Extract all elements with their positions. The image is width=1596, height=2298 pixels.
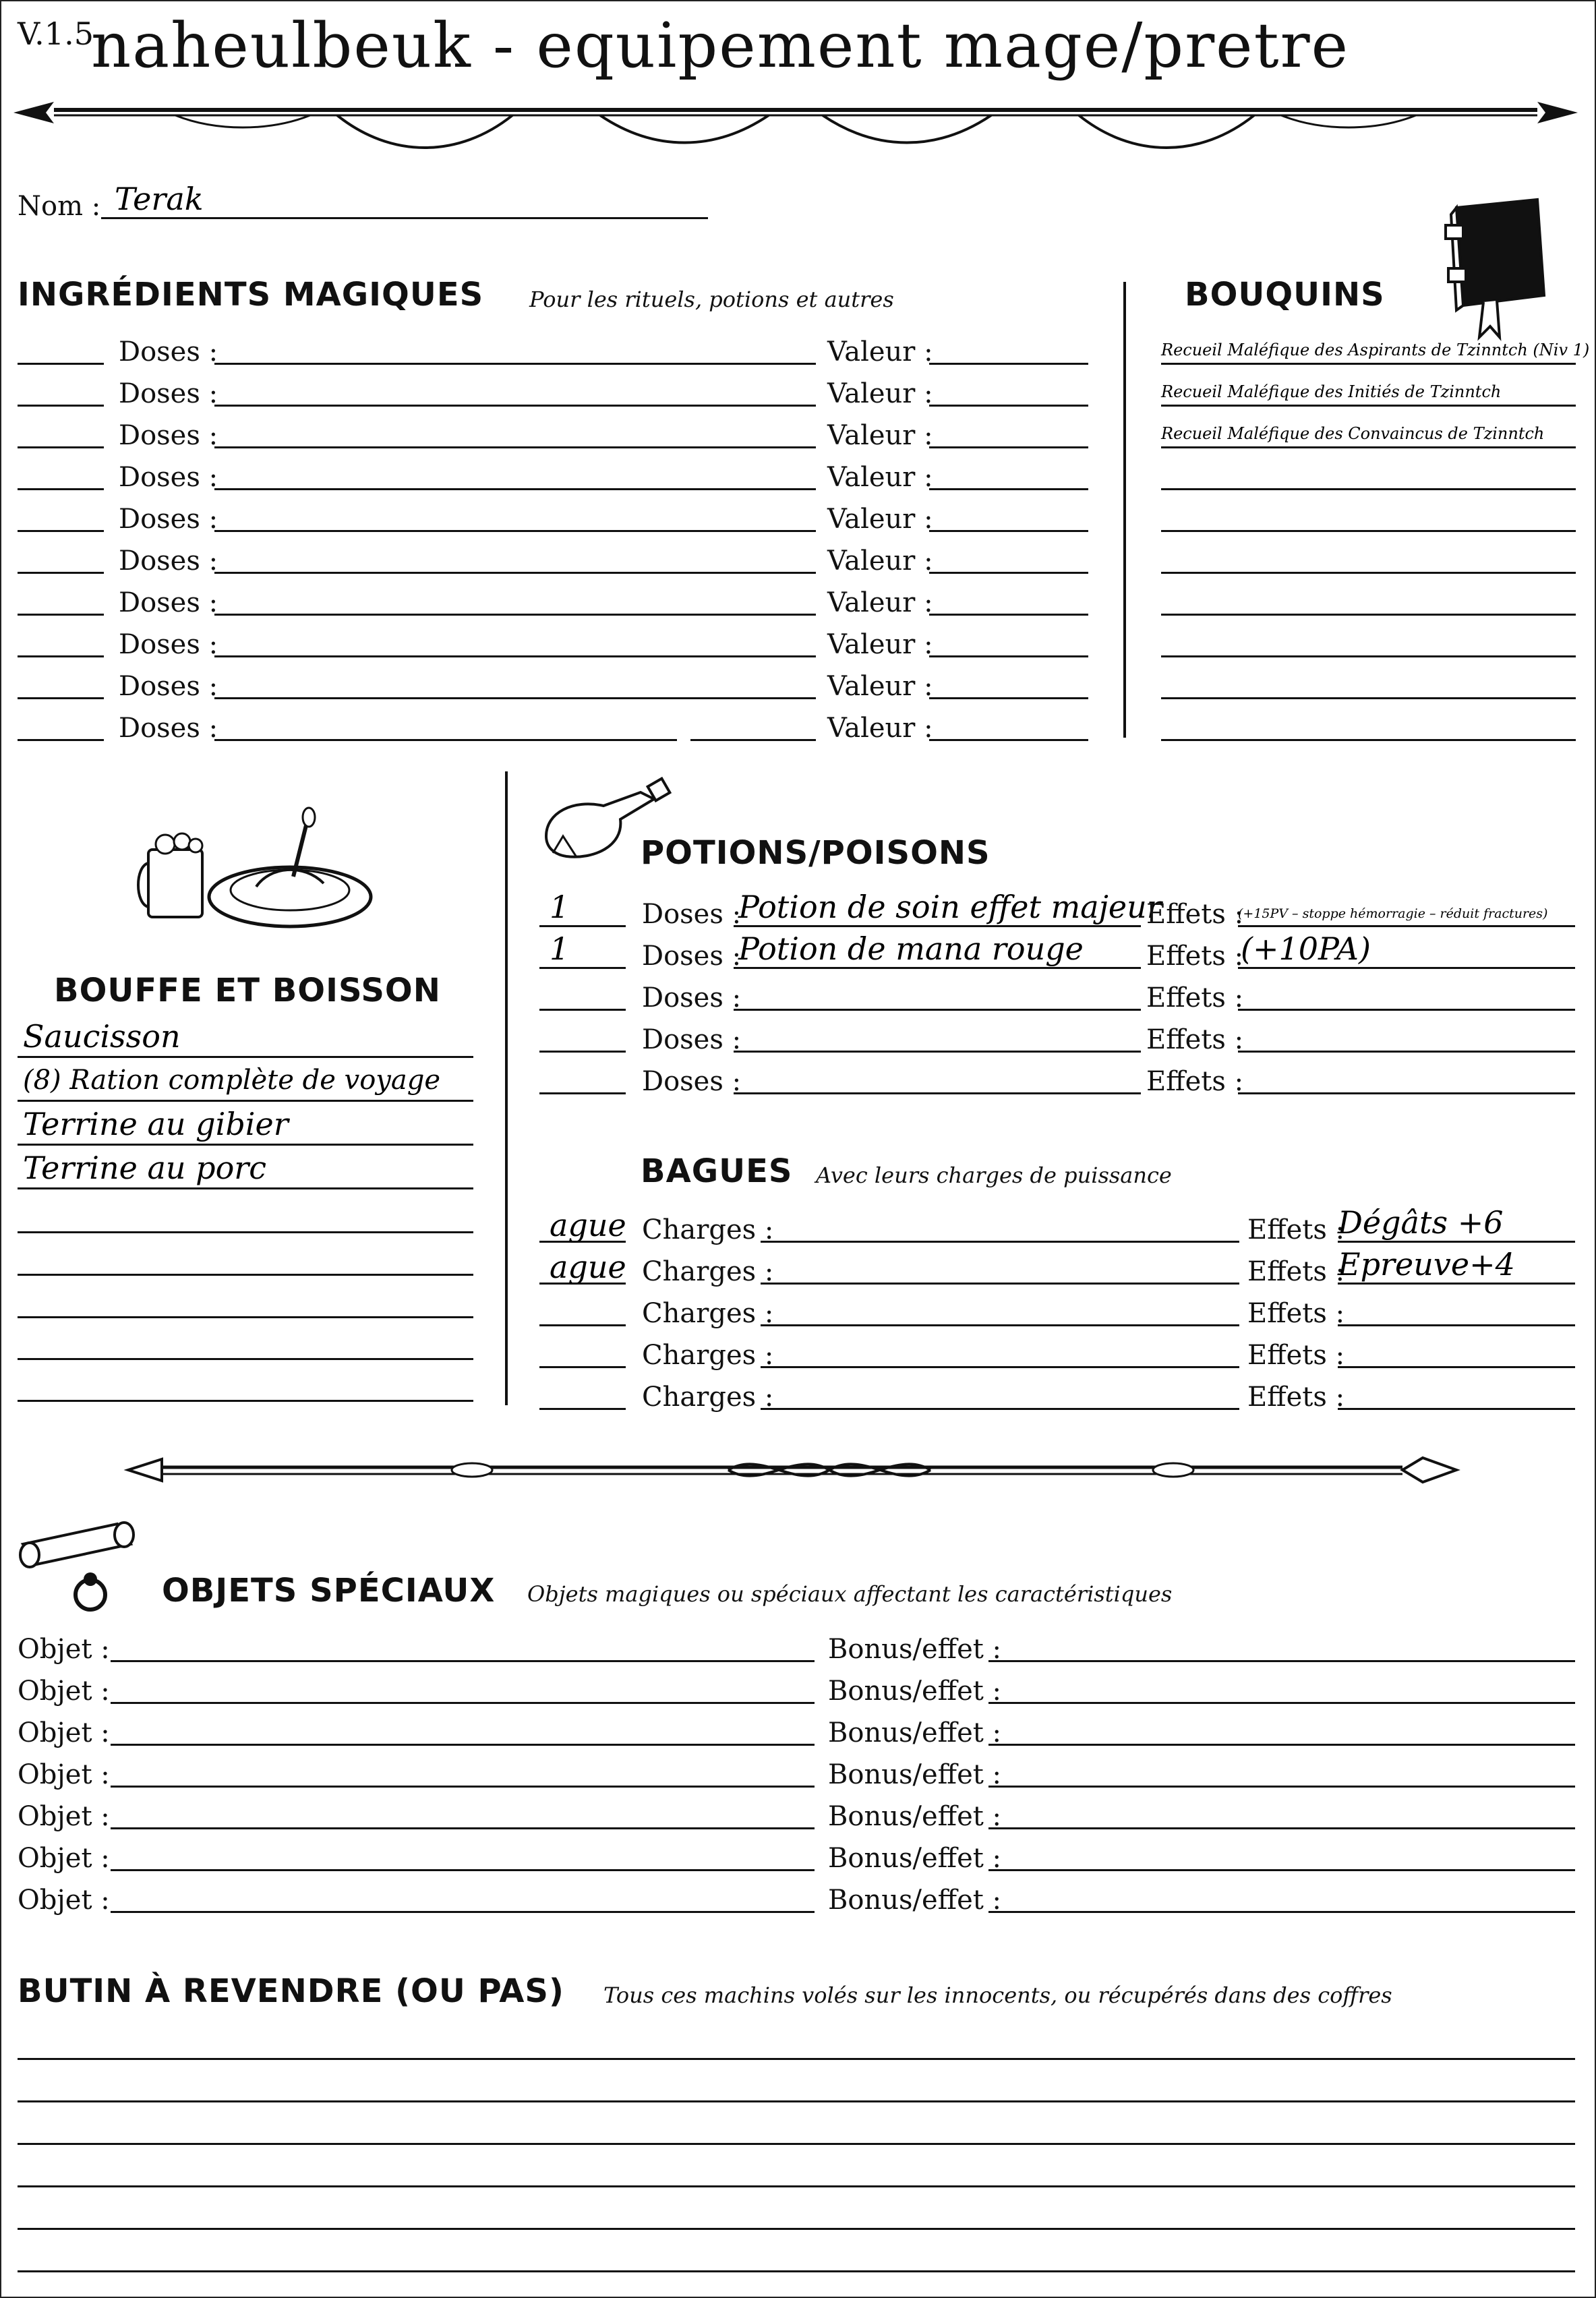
food-line <box>18 1144 473 1146</box>
book-illustration <box>1436 194 1551 343</box>
ring-charges-line <box>761 1366 1239 1368</box>
name-underline <box>101 217 708 219</box>
ring-effects-label: Effets : <box>1247 1298 1345 1329</box>
ring-effect[interactable]: Epreuve+4 <box>1338 1246 1515 1283</box>
book-line <box>1161 572 1576 574</box>
food-line <box>18 1358 473 1360</box>
ingredient-name-line <box>214 488 816 490</box>
potion-name-line <box>734 925 1141 927</box>
potion-effects-label: Effets : <box>1146 982 1244 1013</box>
loot-line <box>18 2058 1575 2060</box>
ring-charges-label: Charges : <box>642 1298 774 1329</box>
ingredient-value-label: Valeur : <box>827 587 933 618</box>
food-item[interactable]: Terrine au porc <box>23 1150 267 1186</box>
ingredient-value-label: Valeur : <box>827 336 933 367</box>
food-line <box>18 1056 473 1058</box>
ingredient-name-line <box>214 530 816 532</box>
loot-line <box>18 2185 1575 2187</box>
ring-effect-line <box>1338 1283 1575 1285</box>
special-bonus-label: Bonus/effet : <box>828 1676 1002 1707</box>
ring-effect[interactable]: Dégâts +6 <box>1338 1204 1504 1241</box>
special-bonus-line <box>988 1660 1575 1662</box>
potion-quantity-line <box>539 1051 626 1053</box>
ingredient-doses-label: Doses : <box>119 420 218 451</box>
ring-effects-label: Effets : <box>1247 1382 1345 1413</box>
ring-effect-line <box>1338 1324 1575 1326</box>
food-line <box>18 1100 473 1102</box>
ingredient-quantity-line <box>18 405 104 407</box>
book-line <box>1161 655 1576 657</box>
book-title-entry[interactable]: Recueil Maléfique des Convaincus de Tzinntch <box>1161 424 1545 443</box>
potion-name-line <box>734 1009 1141 1011</box>
special-bonus-label: Bonus/effet : <box>828 1759 1002 1790</box>
ingredient-quantity-line <box>18 530 104 532</box>
ingredient-doses-label: Doses : <box>119 504 218 535</box>
special-objects-title: OBJETS SPÉCIAUX <box>162 1572 496 1610</box>
ingredient-doses-label: Doses : <box>119 587 218 618</box>
ingredient-name-line <box>214 697 816 699</box>
ingredient-value-label: Valeur : <box>827 671 933 702</box>
food-item[interactable]: (8) Ration complète de voyage <box>23 1065 441 1096</box>
ingredient-value-label: Valeur : <box>827 504 933 535</box>
potion-name-line <box>734 967 1141 969</box>
potion-effects-label: Effets : <box>1146 1066 1244 1097</box>
book-title-entry[interactable]: Recueil Maléfique des Aspirants de Tzinntch (Niv 1) <box>1161 341 1590 359</box>
special-object-label: Objet : <box>18 1759 110 1790</box>
ingredient-name-line <box>214 614 816 616</box>
food-line <box>18 1400 473 1402</box>
ingredient-quantity-line <box>18 363 104 365</box>
spear-divider-illustration <box>13 84 1578 152</box>
ingredient-value-line <box>929 697 1088 699</box>
special-object-label: Objet : <box>18 1801 110 1832</box>
book-line <box>1161 530 1576 532</box>
version-label: V.1.5 <box>18 16 94 52</box>
ingredient-name-line <box>214 655 816 657</box>
potion-effect-line <box>1238 1051 1575 1053</box>
ring-charges-label: Charges : <box>642 1256 774 1287</box>
ingredient-name-line <box>214 446 816 448</box>
special-object-line <box>111 1911 815 1913</box>
ingredient-value-line <box>929 405 1088 407</box>
ingredient-value-label: Valeur : <box>827 546 933 577</box>
rings-title: BAGUES <box>641 1152 793 1190</box>
ingredient-value-label: Valeur : <box>827 713 933 744</box>
ingredient-value-line <box>929 655 1088 657</box>
ring-effect-line <box>1338 1241 1575 1243</box>
book-line <box>1161 697 1576 699</box>
ingredient-value-line <box>929 530 1088 532</box>
ingredient-value-label: Valeur : <box>827 378 933 409</box>
special-bonus-line <box>988 1827 1575 1829</box>
potion-doses-label: Doses : <box>642 982 742 1013</box>
ring-charges-label: Charges : <box>642 1382 774 1413</box>
potion-quantity-line <box>539 925 626 927</box>
potion-doses-label: Doses : <box>642 1024 742 1055</box>
special-bonus-line <box>988 1744 1575 1746</box>
ingredient-name-line <box>214 572 816 574</box>
book-line <box>1161 446 1576 448</box>
book-line <box>1161 614 1576 616</box>
potion-effects-label: Effets : <box>1146 899 1244 930</box>
ring-effects-label: Effets : <box>1247 1340 1345 1371</box>
ring-charges-line <box>761 1408 1239 1410</box>
ingredient-value-line <box>929 739 1088 741</box>
special-bonus-line <box>988 1869 1575 1871</box>
potion-effects-label: Effets : <box>1146 1024 1244 1055</box>
special-object-line <box>111 1702 815 1704</box>
special-object-line <box>111 1869 815 1871</box>
rings-subtitle: Avec leurs charges de puissance <box>816 1162 1172 1188</box>
ingredient-quantity-line <box>18 572 104 574</box>
ring-effect-line <box>1338 1366 1575 1368</box>
special-objects-subtitle: Objets magiques ou spéciaux affectant les caractéristiques <box>527 1581 1173 1607</box>
ring-charges-label: Charges : <box>642 1214 774 1245</box>
ring-name-line <box>539 1366 626 1368</box>
ring-effects-label: Effets : <box>1247 1256 1345 1287</box>
ingredient-quantity-line <box>18 697 104 699</box>
book-line <box>1161 405 1576 407</box>
ring-name-line <box>539 1408 626 1410</box>
ingredient-name-line <box>214 405 816 407</box>
loot-line <box>18 2270 1575 2272</box>
ring-charges-label: Charges : <box>642 1340 774 1371</box>
potion-effects-label: Effets : <box>1146 941 1244 972</box>
special-object-label: Objet : <box>18 1885 110 1916</box>
page-title: naheulbeuk - equipement mage/pretre <box>91 9 1350 82</box>
ingredient-doses-label: Doses : <box>119 629 218 660</box>
potion-doses-label: Doses : <box>642 1066 742 1097</box>
potion-effect[interactable]: (+10PA) <box>1241 931 1371 967</box>
potion-name[interactable]: Potion de soin effet majeur <box>738 889 1162 925</box>
special-bonus-label: Bonus/effet : <box>828 1843 1002 1874</box>
ring-charges-line <box>761 1241 1239 1243</box>
ingredient-value-label: Valeur : <box>827 420 933 451</box>
special-object-label: Objet : <box>18 1634 110 1665</box>
books-title: BOUQUINS <box>1185 276 1385 314</box>
ingredient-quantity-line <box>18 488 104 490</box>
food-line <box>18 1187 473 1189</box>
potion-name-line <box>734 1092 1141 1094</box>
ingredient-value-line <box>929 446 1088 448</box>
ring-effect-line <box>1338 1408 1575 1410</box>
potion-doses-label: Doses : <box>642 899 742 930</box>
book-line <box>1161 488 1576 490</box>
potion-effect-line <box>1238 1092 1575 1094</box>
ingredient-value-line <box>929 363 1088 365</box>
potion-effect[interactable]: (+15PV – stoppe hémorragie – réduit fractures) <box>1238 906 1548 921</box>
potion-doses-label: Doses : <box>642 941 742 972</box>
loot-line <box>18 2100 1575 2102</box>
name-value[interactable]: Terak <box>115 181 204 217</box>
book-title-entry[interactable]: Recueil Maléfique des Initiés de Tzinntch <box>1161 382 1502 401</box>
ingredient-doses-label: Doses : <box>119 336 218 367</box>
special-bonus-line <box>988 1911 1575 1913</box>
staff-divider-illustration <box>121 1443 1463 1497</box>
ingredient-doses-label: Doses : <box>119 671 218 702</box>
food-item[interactable]: Saucisson <box>23 1018 181 1055</box>
ingredients-title: INGRÉDIENTS MAGIQUES <box>18 276 484 314</box>
ingredient-name-line <box>690 739 816 741</box>
potion-quantity-line <box>539 1092 626 1094</box>
ring-name-line <box>539 1324 626 1326</box>
special-bonus-line <box>988 1786 1575 1788</box>
ingredients-books-separator <box>1123 282 1126 738</box>
ring-charges-line <box>761 1283 1239 1285</box>
food-item[interactable]: Terrine au gibier <box>23 1106 289 1142</box>
ring-charges-line <box>761 1324 1239 1326</box>
special-object-label: Objet : <box>18 1717 110 1748</box>
loot-title: BUTIN À REVENDRE (OU PAS) <box>18 1972 564 2010</box>
potion-name[interactable]: Potion de mana rouge <box>738 931 1084 967</box>
ingredient-name-line <box>214 739 677 741</box>
scroll-ring-illustration <box>16 1510 158 1618</box>
special-bonus-label: Bonus/effet : <box>828 1801 1002 1832</box>
special-object-label: Objet : <box>18 1843 110 1874</box>
special-object-label: Objet : <box>18 1676 110 1707</box>
loot-subtitle: Tous ces machins volés sur les innocents, ou récupérés dans des coffres <box>603 1982 1392 2008</box>
special-object-line <box>111 1744 815 1746</box>
ingredient-value-line <box>929 572 1088 574</box>
ingredients-subtitle: Pour les rituels, potions et autres <box>529 287 894 312</box>
ingredient-quantity-line <box>18 655 104 657</box>
name-label: Nom : <box>18 191 101 222</box>
ingredient-value-line <box>929 488 1088 490</box>
special-object-line <box>111 1660 815 1662</box>
potions-title: POTIONS/POISONS <box>641 834 991 872</box>
food-illustration <box>135 802 378 937</box>
special-object-line <box>111 1827 815 1829</box>
potion-effect-line <box>1238 967 1575 969</box>
potion-quantity-line <box>539 1009 626 1011</box>
ring-name[interactable]: ague <box>550 1249 626 1285</box>
book-line <box>1161 739 1576 741</box>
potion-quantity[interactable]: 1 <box>550 931 570 967</box>
special-bonus-label: Bonus/effet : <box>828 1885 1002 1916</box>
book-line <box>1161 363 1576 365</box>
ingredient-quantity-line <box>18 614 104 616</box>
ingredient-doses-label: Doses : <box>119 546 218 577</box>
ingredient-value-label: Valeur : <box>827 462 933 493</box>
food-title: BOUFFE ET BOISSON <box>54 972 441 1009</box>
ring-effects-label: Effets : <box>1247 1214 1345 1245</box>
loot-line <box>18 2228 1575 2230</box>
loot-line <box>18 2143 1575 2145</box>
potion-effect-line <box>1238 925 1575 927</box>
ingredient-doses-label: Doses : <box>119 378 218 409</box>
ingredient-quantity-line <box>18 446 104 448</box>
ingredient-doses-label: Doses : <box>119 462 218 493</box>
food-line <box>18 1231 473 1233</box>
potion-quantity[interactable]: 1 <box>550 889 570 925</box>
ingredient-doses-label: Doses : <box>119 713 218 744</box>
food-line <box>18 1316 473 1318</box>
food-potions-separator <box>505 771 508 1405</box>
ingredient-value-line <box>929 614 1088 616</box>
ingredient-value-label: Valeur : <box>827 629 933 660</box>
potion-effect-line <box>1238 1009 1575 1011</box>
special-bonus-label: Bonus/effet : <box>828 1717 1002 1748</box>
special-bonus-line <box>988 1702 1575 1704</box>
potion-quantity-line <box>539 967 626 969</box>
potion-name-line <box>734 1051 1141 1053</box>
ring-name[interactable]: ague <box>550 1207 626 1243</box>
ingredient-quantity-line <box>18 739 104 741</box>
special-object-line <box>111 1786 815 1788</box>
food-line <box>18 1274 473 1276</box>
ingredient-name-line <box>214 363 816 365</box>
special-bonus-label: Bonus/effet : <box>828 1634 1002 1665</box>
